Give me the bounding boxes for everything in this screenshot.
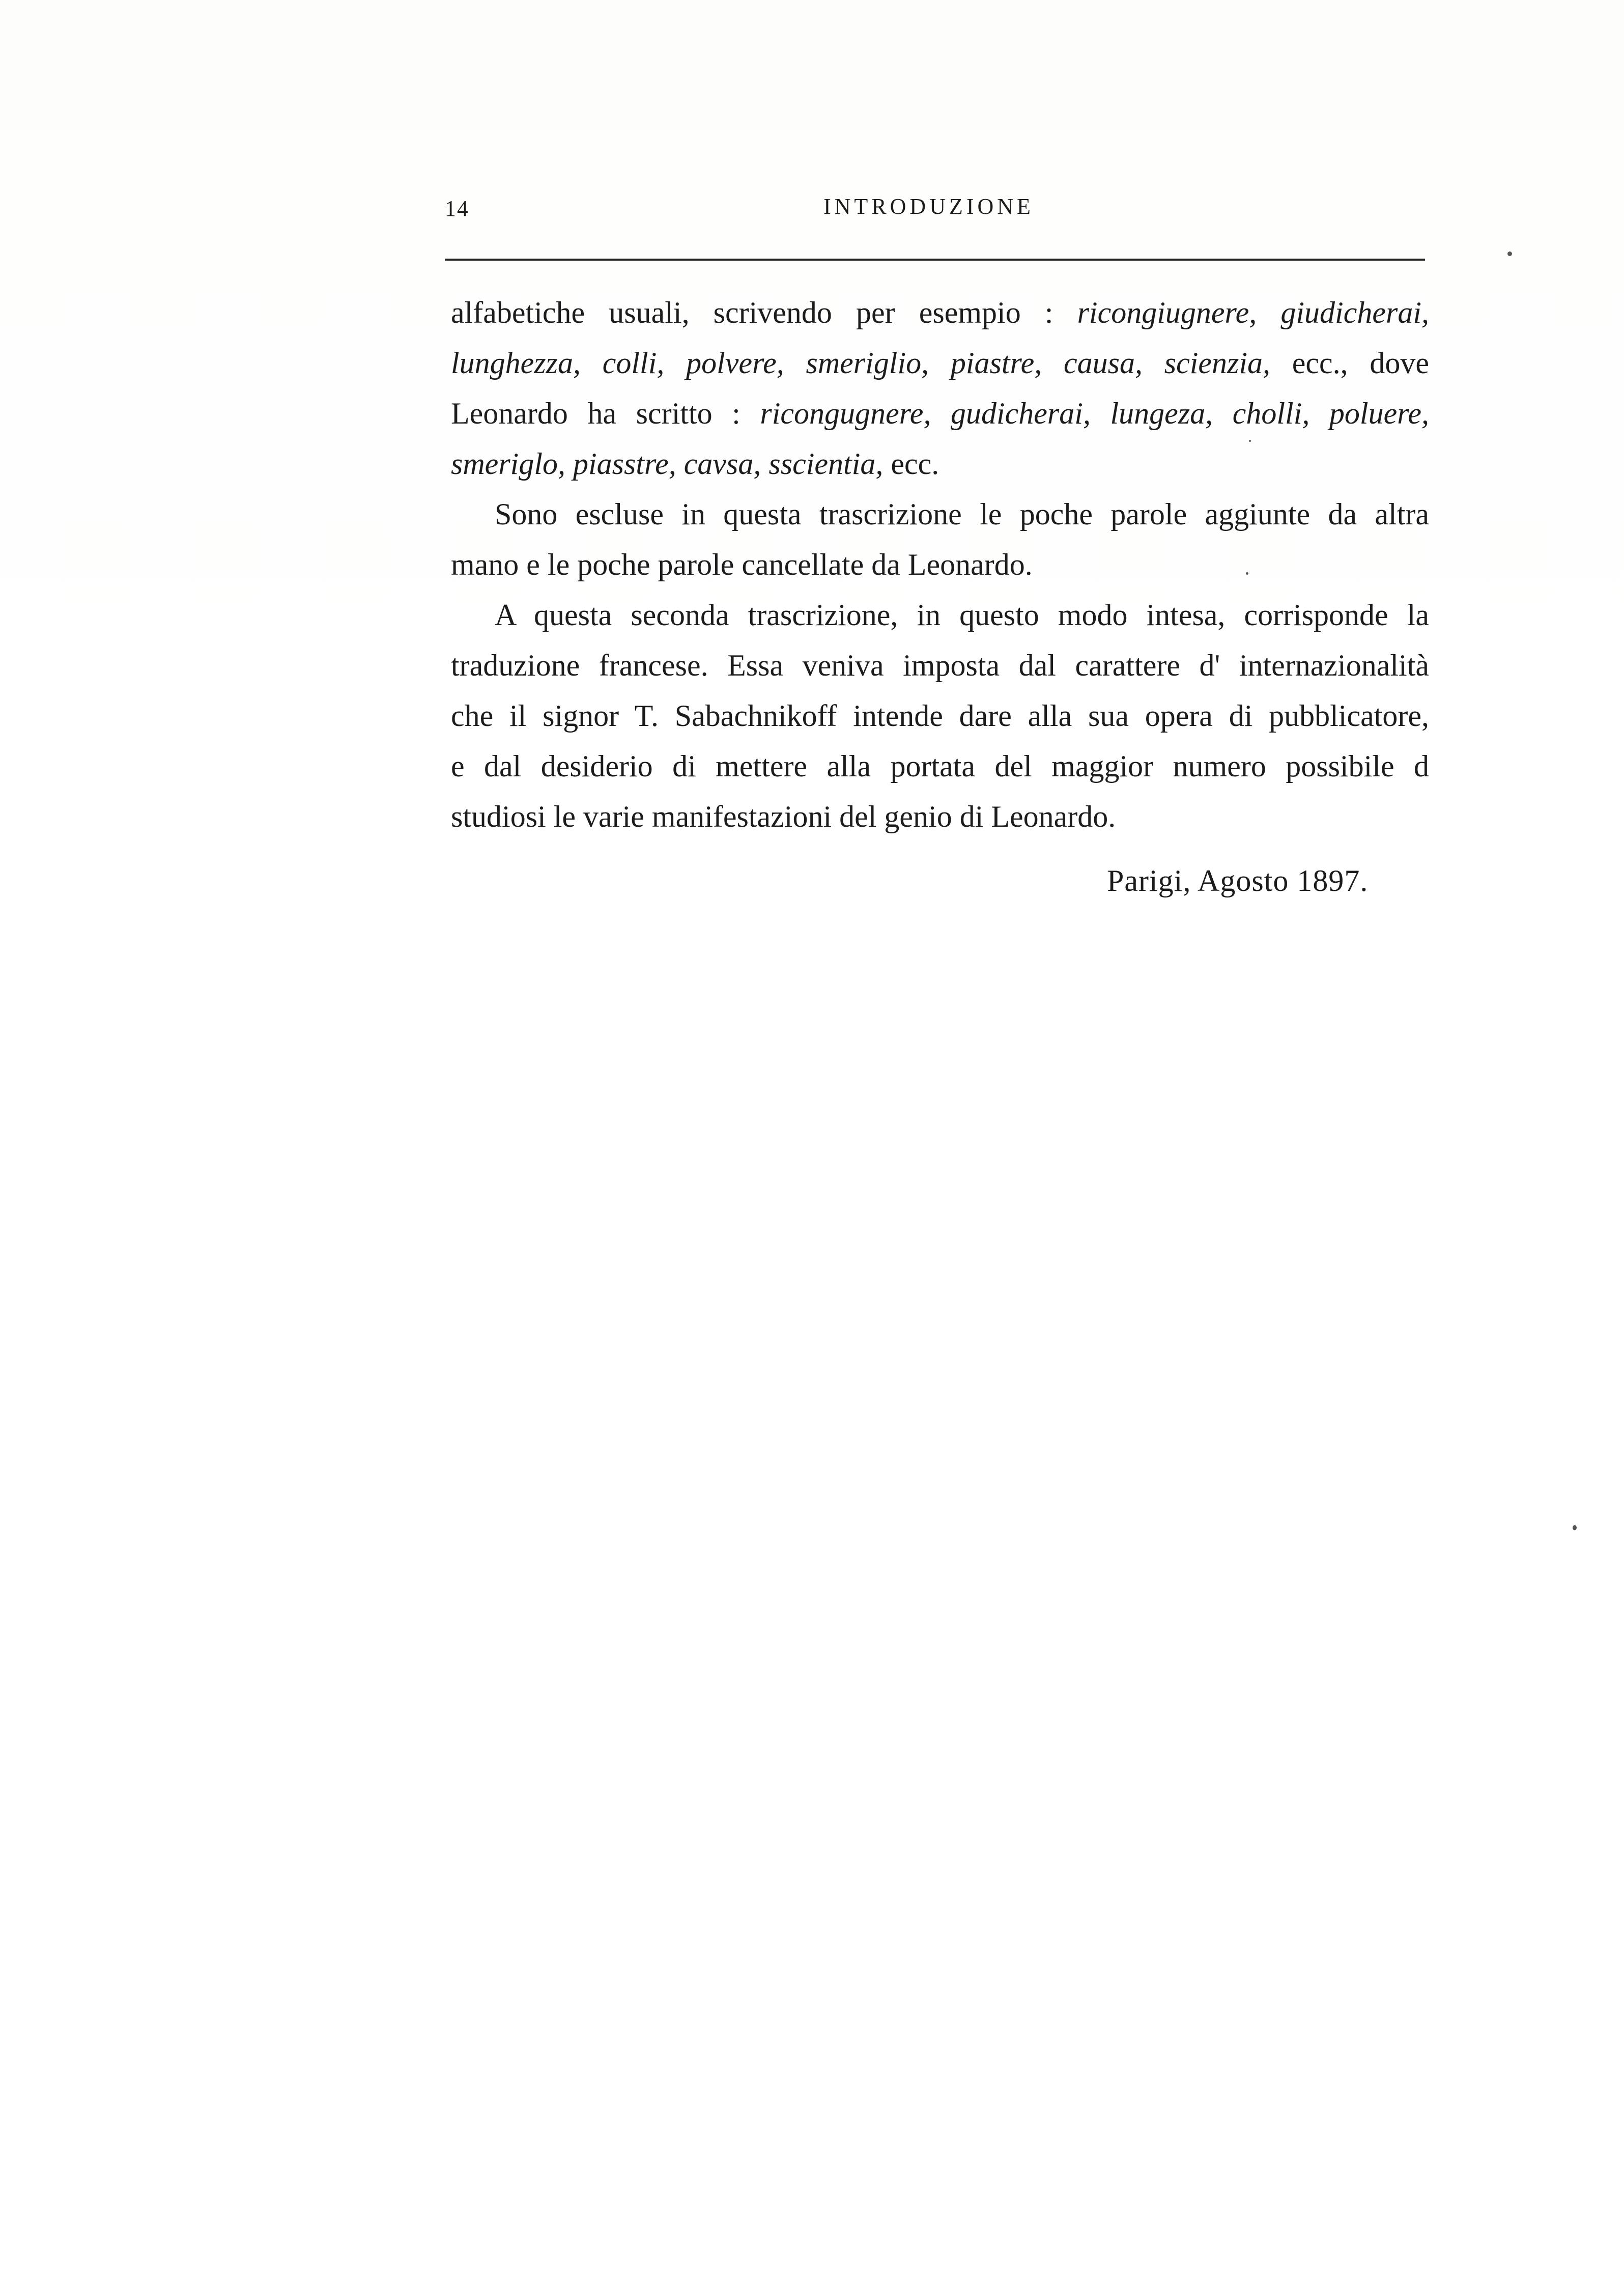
text-line: Leonardo ha scritto : ricongugnere, gudicherai, lungeza, cholli, poluere, <box>451 397 1429 430</box>
text-line: alfabetiche usuali, scrivendo per esempio : ricongiugnere, giudicherai, <box>451 296 1429 329</box>
place-date-signature: Parigi, Agosto 1897. <box>1107 864 1369 897</box>
paragraph-2 <box>451 489 1429 590</box>
text-line: e dal desiderio di mettere alla portata del maggior numero possibile d <box>451 749 1429 783</box>
paper-speck <box>1246 572 1248 575</box>
text-line: lunghezza, colli, polvere, smeriglio, piastre, causa, scienzia, ecc., dove <box>451 346 1429 380</box>
paper-speck <box>1573 1525 1577 1530</box>
paragraph-3 <box>451 590 1429 842</box>
text-line: che il signor T. Sabachnikoff intende dare alla sua opera di pubblicatore, <box>451 699 1429 733</box>
text-line: traduzione francese. Essa veniva imposta dal carattere d' internazionalità <box>451 649 1429 682</box>
running-head: INTRODUZIONE <box>823 194 1034 219</box>
header-rule <box>445 259 1425 261</box>
paper-speck <box>1249 440 1251 442</box>
paper-speck <box>1507 251 1512 256</box>
text-line: smeriglo, piasstre, cavsa, sscientia, ecc. <box>451 447 939 481</box>
text-line: Sono escluse in questa trascrizione le poche parole aggiunte da altra <box>495 497 1429 531</box>
page-number: 14 <box>445 196 469 221</box>
text-line: mano e le poche parole cancellate da Leonardo. <box>451 548 1033 581</box>
text-line: studiosi le varie manifestazioni del genio di Leonardo. <box>451 800 1116 833</box>
text-line: A questa seconda trascrizione, in questo modo intesa, corrisponde la <box>495 598 1429 632</box>
body-text <box>451 288 1429 842</box>
paragraph-1 <box>451 288 1429 489</box>
